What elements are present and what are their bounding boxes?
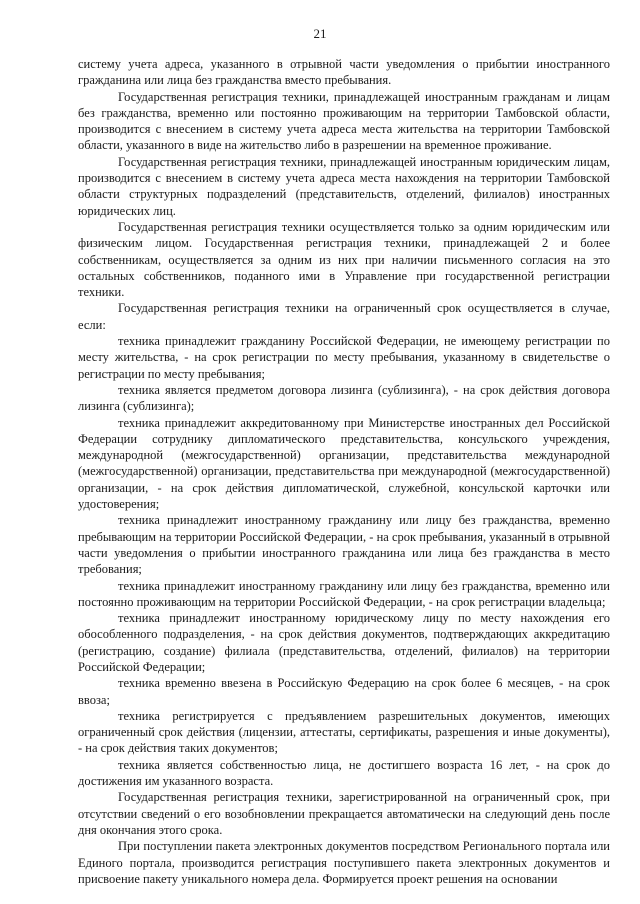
list-item: техника является собственностью лица, не достигшего возраста 16 лет, - на срок до достижения им указанного возраста. — [78, 757, 610, 789]
paragraph: Государственная регистрация техники, принадлежащей иностранным гражданам и лицам без гражданства, временно или постоянно проживающим на территории Тамбовской области, производится с внесением в систему учета адреса места жительства на территории Тамбовской области, указанного в виде на жительство либо в разрешении на временное проживание. — [78, 89, 610, 153]
list-item: техника принадлежит иностранному гражданину или лицу без гражданства, временно или постоянно проживающим на территории Российской Федерации, - на срок регистрации владельца; — [78, 578, 610, 609]
list-item: техника регистрируется с предъявлением разрешительных документов, имеющих ограниченный срок действия (лицензии, аттестаты, сертификаты, разрешения и иные документы), - на срок действия таких документов; — [78, 708, 610, 756]
paragraph: Государственная регистрация техники, принадлежащей иностранным юридическим лицам, производится с внесением в систему учета адреса места нахождения на территории Тамбовской области структурных подразделений (представительств, отделений, филиалов) иностранных юридических лиц. — [78, 154, 610, 218]
paragraph: системy учета адреса, указанного в отрывной части уведомления о прибытии иностранного гражданина или лица без гражданства вместо пребывания. — [78, 57, 610, 88]
list-item: техника принадлежит иностранному юридическому лицу по месту нахождения его обособленного подразделения, - на срок действия документов, подтверждающих аккредитацию (регистрацию, создание) филиала (представительства, отделений, филиалов) на территории Российской Федерации; — [78, 611, 610, 674]
list-item: техника принадлежит иностранному гражданину или лицу без гражданства, временно пребывающим на территории Российской Федерации, - на срок пребывания, указанный в отрывной части уведомления о прибытии иностранного гражданина или лица без гражданства в место требования; — [78, 513, 610, 577]
list-item: техника принадлежит гражданину Российской Федерации, не имеющему регистрации по месту жительства, - на срок регистрации по месту пребывания, указанному в свидетельстве о регистрации по месту пребывания; — [78, 334, 610, 381]
paragraph: Государственная регистрация техники на ограниченный срок осуществляется в случае, если: — [78, 301, 610, 332]
list-item: техника временно ввезена в Российскую Федерацию на срок более 6 месяцев, - на срок ввоза; — [78, 676, 610, 707]
page-number: 21 — [313, 26, 327, 41]
paragraph: Государственная регистрация техники осуществляется только за одним юридическим или физическим лицом. Государственная регистрация техники, принадлежащей 2 и более собственникам, осуществляется за одним из них при наличии письменного согласия на это остальных собственников, поданного ими в Управление при государственной регистрации техники. — [78, 219, 610, 300]
paragraph: При поступлении пакета электронных документов посредством Регионального портала или Единого портала, производится регистрация поступившего пакета электронных документов и присвоение пакету уникального номера дела. Формируется проект решения на основании — [78, 839, 610, 886]
document-body — [78, 56, 610, 887]
list-item: техника является предметом договора лизинга (сублизинга), - на срок действия договора лизинга (сублизинга); — [78, 382, 610, 414]
paragraph: Государственная регистрация техники, зарегистрированной на ограниченный срок, при отсутствии сведений о его возобновлении прекращается автоматически на следующий день после дня окончания этого срока. — [78, 790, 610, 837]
list-item: техника принадлежит аккредитованному при Министерстве иностранных дел Российской Федерации сотруднику дипломатического представительства, консульского учреждения, международной (межгосударственной) организации, представительства международной (межгосударственной) организации, представительства при международной (межгосударственной) организации, - на срок действия дипломатической, служебной, консульской карточки или удостоверения; — [78, 415, 610, 512]
